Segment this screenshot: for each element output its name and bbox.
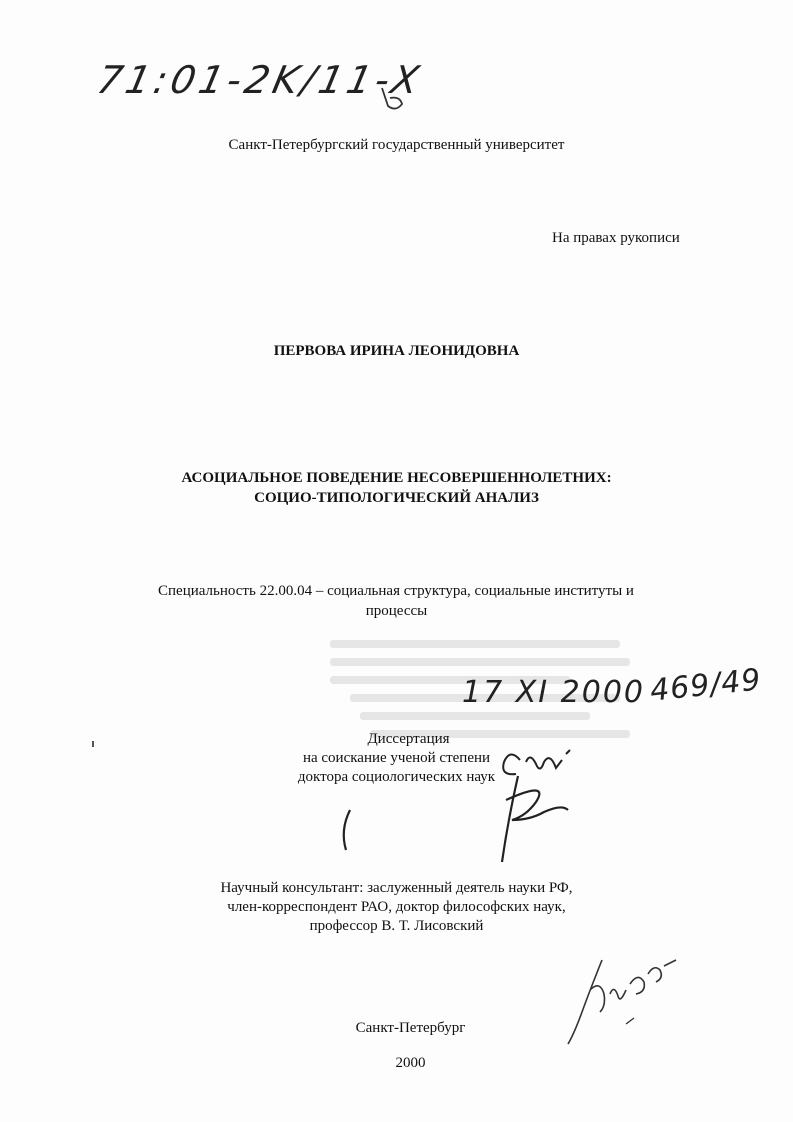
manuscript-note: На правах рукописи xyxy=(552,230,680,246)
specialty-line-2: процессы xyxy=(365,603,428,619)
city: Санкт-Петербург xyxy=(355,1020,466,1036)
university-name: Санкт-Петербургский государственный университет xyxy=(228,137,565,153)
handwritten-catalog-number: 71:01-2K/11-X xyxy=(93,58,427,102)
dissertation-signature xyxy=(330,740,590,870)
year: 2000 xyxy=(395,1055,426,1071)
consultant-line-1: Научный консультант: заслуженный деятель науки РФ, xyxy=(220,880,573,896)
handwritten-b-mark xyxy=(378,84,408,114)
title-line-2: СОЦИО-ТИПОЛОГИЧЕСКИЙ АНАЛИЗ xyxy=(254,490,539,506)
stray-mark xyxy=(92,741,94,747)
specialty-line-1: Специальность 22.00.04 – социальная структура, социальные институты и xyxy=(158,583,634,599)
degree-field-line: доктора социологических наук xyxy=(297,769,496,785)
title-line-1: АСОЦИАЛЬНОЕ ПОВЕДЕНИЕ НЕСОВЕРШЕННОЛЕТНИХ: xyxy=(181,470,612,486)
dissertation-label: Диссертация xyxy=(367,731,450,747)
handwritten-stamp-number: 469/49 xyxy=(648,662,764,709)
consultant-line-2: член-корреспондент РАО, доктор философских наук, xyxy=(227,899,566,915)
consultant-line-3: профессор В. Т. Лисовский xyxy=(309,918,484,934)
author-name: ПЕРВОВА ИРИНА ЛЕОНИДОВНА xyxy=(273,343,520,359)
degree-line: на соискание ученой степени xyxy=(302,750,491,766)
handwritten-stamp-date: 17 XI 2000 xyxy=(462,675,645,710)
